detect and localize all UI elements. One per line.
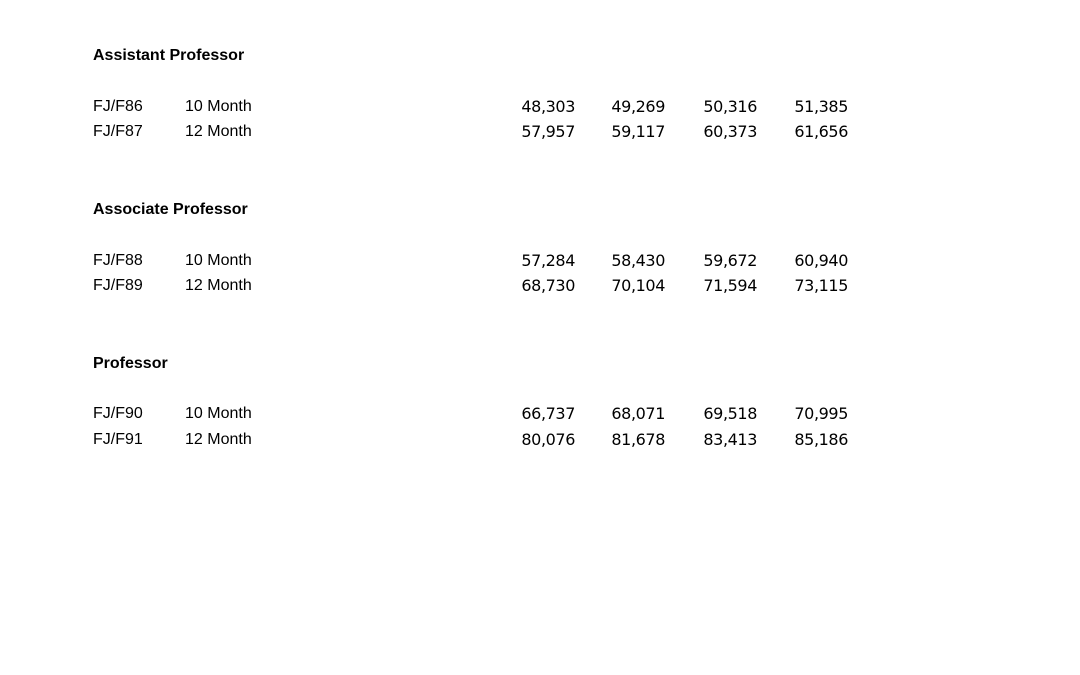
salary-value: 66,737: [521, 404, 575, 423]
salary-value: 81,678: [611, 430, 665, 449]
table-row: [93, 96, 893, 118]
rank-code: FJ/F87: [93, 123, 143, 140]
salary-value: 73,115: [794, 276, 848, 295]
salary-value: 61,656: [794, 122, 848, 141]
salary-value: 49,269: [611, 97, 665, 116]
salary-value: 48,303: [521, 97, 575, 116]
table-row: [93, 403, 893, 425]
table-row: [93, 275, 893, 297]
salary-value: 85,186: [794, 430, 848, 449]
section-title: Professor: [93, 355, 168, 372]
salary-value: 60,373: [703, 122, 757, 141]
salary-value: 50,316: [703, 97, 757, 116]
contract-term: 12 Month: [185, 277, 252, 294]
contract-term: 12 Month: [185, 431, 252, 448]
rank-code: FJ/F90: [93, 405, 143, 422]
salary-value: 68,730: [521, 276, 575, 295]
salary-value: 51,385: [794, 97, 848, 116]
rank-code: FJ/F86: [93, 98, 143, 115]
salary-value: 59,117: [611, 122, 665, 141]
rank-code: FJ/F89: [93, 277, 143, 294]
salary-value: 70,995: [794, 404, 848, 423]
contract-term: 10 Month: [185, 98, 252, 115]
salary-value: 71,594: [703, 276, 757, 295]
table-row: [93, 429, 893, 451]
salary-value: 68,071: [611, 404, 665, 423]
salary-value: 60,940: [794, 251, 848, 270]
salary-value: 57,284: [521, 251, 575, 270]
salary-value: 80,076: [521, 430, 575, 449]
salary-value: 70,104: [611, 276, 665, 295]
section-title: Associate Professor: [93, 201, 248, 218]
section-title: Assistant Professor: [93, 47, 245, 64]
rank-code: FJ/F88: [93, 252, 143, 269]
contract-term: 12 Month: [185, 123, 252, 140]
salary-value: 83,413: [703, 430, 757, 449]
table-row: [93, 121, 893, 143]
salary-value: 57,957: [521, 122, 575, 141]
contract-term: 10 Month: [185, 252, 252, 269]
salary-value: 59,672: [703, 251, 757, 270]
salary-value: 69,518: [703, 404, 757, 423]
table-row: [93, 250, 893, 272]
contract-term: 10 Month: [185, 405, 252, 422]
rank-code: FJ/F91: [93, 431, 143, 448]
salary-value: 58,430: [611, 251, 665, 270]
